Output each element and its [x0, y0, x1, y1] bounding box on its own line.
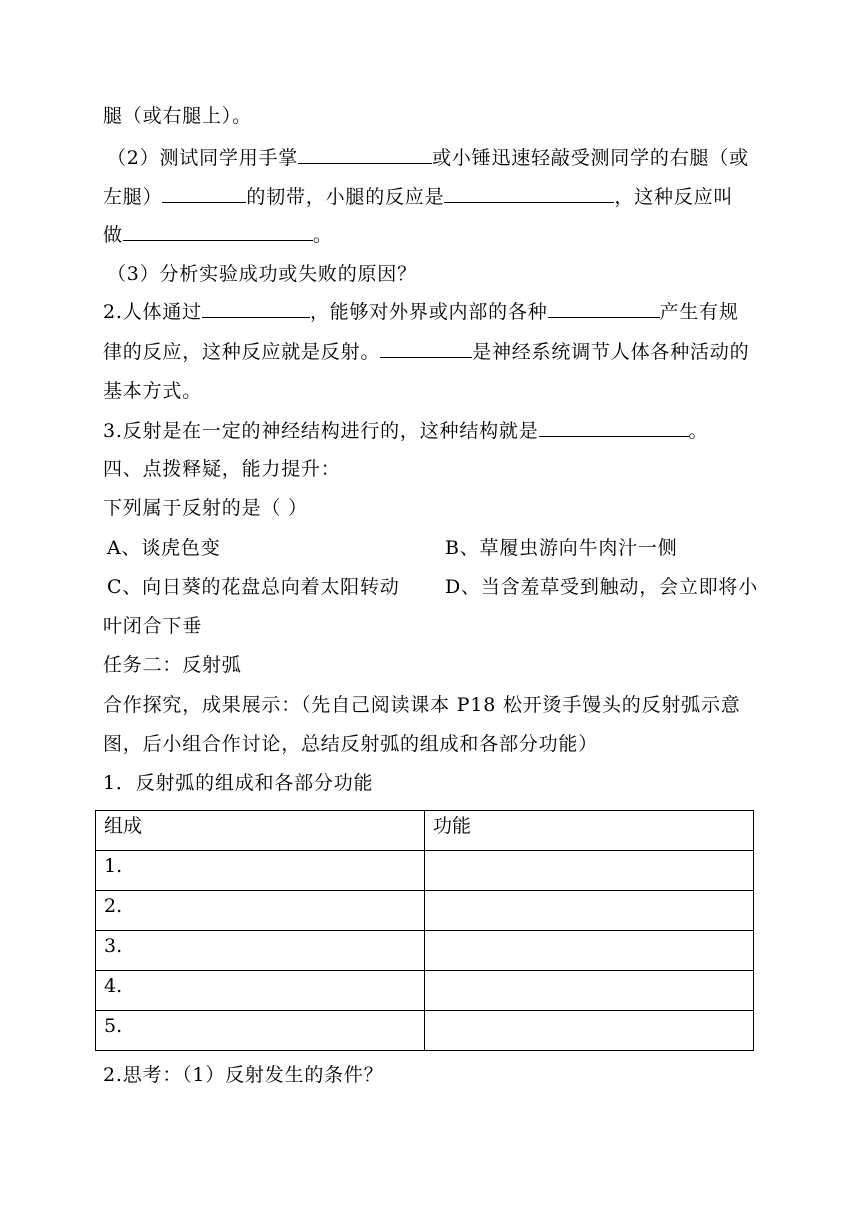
text: 图，后小组合作讨论，总结反射弧的组成和各部分功能） — [103, 733, 599, 755]
table-row — [96, 971, 754, 1011]
fill-blank — [444, 184, 614, 203]
fill-blank — [123, 222, 313, 241]
text: 的韧带，小腿的反应是 — [246, 186, 445, 208]
text-line — [103, 418, 763, 444]
table-row — [96, 851, 754, 891]
table-cell: 5. — [96, 1011, 425, 1051]
text: 1．反射弧的组成和各部分功能 — [103, 772, 374, 794]
text: 基本方式。 — [103, 380, 203, 402]
text: 或小锤迅速轻敲受测同学的右腿（或 — [432, 147, 749, 169]
text-line — [107, 145, 767, 171]
option-a: A、谈虎色变 — [107, 537, 221, 559]
text: 四、点拨释疑，能力提升： — [103, 458, 341, 480]
table-cell: 4. — [96, 971, 425, 1011]
section-heading — [103, 456, 763, 482]
text-line — [103, 731, 763, 757]
option-d: D、当含羞草受到触动，会立即将小 — [445, 576, 759, 598]
text-line — [103, 770, 763, 796]
table-cell — [425, 1011, 754, 1051]
text-line — [103, 184, 763, 210]
text: 任务二：反射弧 — [103, 654, 242, 676]
text: ，能够对外界或内部的各种 — [309, 301, 548, 323]
table-cell — [425, 931, 754, 971]
fill-blank — [548, 299, 660, 318]
text: 2.思考：（1）反射发生的条件？ — [103, 1064, 384, 1086]
table-cell — [425, 891, 754, 931]
text: 。 — [312, 224, 333, 246]
text: 3.反射是在一定的神经结构进行的，这种结构就是 — [103, 420, 539, 442]
text-line — [103, 378, 763, 404]
table-row — [96, 931, 754, 971]
table-cell — [425, 971, 754, 1011]
text: 合作探究，成果展示：（先自己阅读课本 P18 松开烫手馒头的反射弧示意 — [103, 694, 741, 716]
fill-blank — [380, 339, 472, 358]
section-heading — [103, 652, 763, 678]
text-line — [103, 222, 763, 248]
fill-blank — [162, 184, 246, 203]
table-cell — [425, 851, 754, 891]
text: （2）测试同学用手掌 — [107, 147, 299, 169]
table-header-row — [96, 811, 754, 851]
fill-blank — [202, 299, 310, 318]
header-cell: 功能 — [425, 811, 754, 851]
text: 做 — [103, 224, 123, 246]
table-cell: 2. — [96, 891, 425, 931]
table-row — [96, 1011, 754, 1051]
text-line — [103, 299, 763, 325]
table-row — [96, 891, 754, 931]
text-line — [103, 339, 763, 365]
text: 叶闭合下垂 — [103, 615, 203, 637]
text: （3）分析实验成功或失败的原因？ — [107, 263, 417, 285]
table-cell: 3. — [96, 931, 425, 971]
option-c: C、向日葵的花盘总向着太阳转动 — [107, 576, 400, 598]
text: 腿（或右腿上）。 — [103, 105, 252, 127]
text-line — [103, 692, 763, 718]
text: 2.人体通过 — [103, 301, 202, 323]
table-cell: 1. — [96, 851, 425, 891]
text: 律的反应，这种反应就是反射。 — [103, 341, 381, 363]
question-stem — [103, 495, 763, 521]
text: ，这种反应叫 — [614, 186, 734, 208]
text-line — [103, 103, 763, 129]
text: 左腿） — [103, 186, 163, 208]
fill-blank — [298, 145, 432, 164]
header-cell: 组成 — [96, 811, 425, 851]
text-line — [103, 1062, 763, 1088]
text: 是神经系统调节人体各种活动的 — [472, 341, 750, 363]
text: 。 — [688, 420, 709, 442]
text: 下列属于反射的是（ ） — [103, 497, 308, 519]
option-b: B、草履虫游向牛肉汁一侧 — [445, 537, 678, 559]
text-line — [103, 613, 763, 639]
text: 产生有规 — [659, 301, 739, 323]
fill-blank — [539, 418, 689, 437]
reflex-arc-table — [95, 810, 754, 1051]
text-line — [107, 261, 767, 287]
